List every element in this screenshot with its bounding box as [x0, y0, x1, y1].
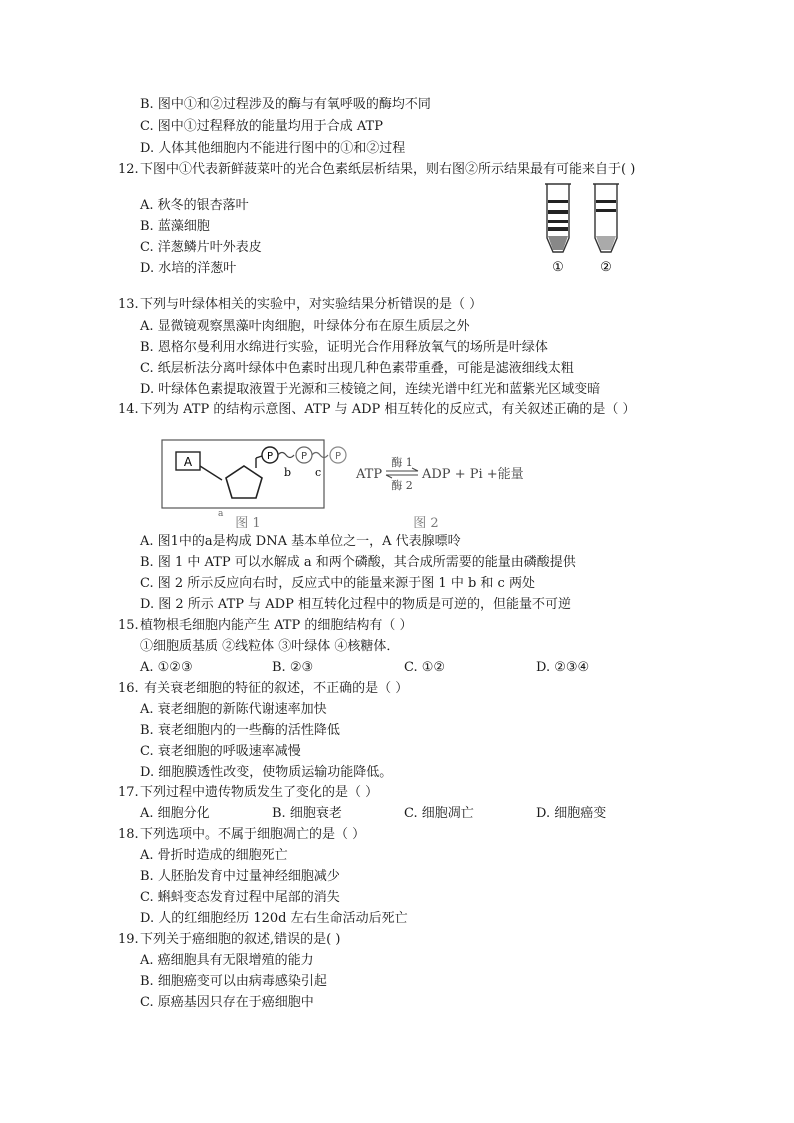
question-number: 16. [118, 681, 139, 696]
question-18-stem: 18.下列选项中。不属于细胞凋亡的是（ ） [118, 827, 366, 842]
reaction-products: ADP + Pi +能量 [422, 467, 524, 482]
figure-2-caption: 图 2 [413, 516, 439, 528]
test-tube-1 [545, 184, 571, 252]
question-19-stem: 19.下列关于癌细胞的叙述,错误的是( ) [118, 932, 341, 947]
item-line: ①细胞质基质 ②线粒体 ③叶绿体 ④核糖体． [140, 639, 400, 654]
option-line: D. 叶绿体色素提取液置于光源和三棱镜之间，连续光谱中红光和蓝紫光区域变暗 [140, 382, 601, 397]
question-16-stem: 16. 有关衰老细胞的特征的叙述，不正确的是（ ） [118, 681, 409, 696]
option-line: D. 图 2 所示 ATP 与 ADP 相互转化过程中的物质是可逆的，但能量不可逆 [140, 597, 571, 612]
option-line: C. 衰老细胞的呼吸速率减慢 [140, 744, 301, 759]
bond-c-label: c [315, 466, 322, 479]
figure-1-caption: 图 1 [235, 516, 261, 528]
option-inline: D. 细胞癌变 [536, 806, 607, 821]
svg-text:A: A [183, 455, 193, 469]
option-line: A. 显微镜观察黑藻叶肉细胞，叶绿体分布在原生质层之外 [140, 319, 470, 334]
option-inline: B. 细胞衰老 [272, 806, 342, 821]
enzyme-1-label: 酶 1 [391, 456, 413, 469]
option-inline: A. 细胞分化 [140, 806, 210, 821]
option-line: D. 水培的洋葱叶 [140, 261, 237, 276]
question-14-stem: 14.下列为 ATP 的结构示意图、ATP 与 ADP 相互转化的反应式，有关叙述正确的是（ ） [118, 402, 636, 417]
option-line: A. 骨折时造成的细胞死亡 [140, 848, 288, 863]
option-inline: C. ①② [404, 660, 446, 675]
option-inline: C. 细胞凋亡 [404, 806, 474, 821]
tube-1-label: ① [552, 260, 564, 275]
option-line: C. 纸层析法分离叶绿体中色素时出现几种色素带重叠，可能是滤液细线太粗 [140, 361, 574, 376]
svg-text:P: P [334, 451, 342, 462]
option-line: B. 细胞癌变可以由病毒感染引起 [140, 974, 327, 989]
option-line: A. 秋冬的银杏落叶 [140, 198, 249, 213]
option-line: B. 图 1 中 ATP 可以水解成 a 和两个磷酸，其合成所需要的能量由磷酸提供 [140, 555, 576, 570]
question-number: 14. [118, 402, 139, 417]
option-line: D. 人体其他细胞内不能进行图中的①和②过程 [140, 141, 406, 156]
option-line: C. 洋葱鳞片叶外表皮 [140, 240, 262, 255]
question-number: 19. [118, 932, 139, 947]
svg-text:P: P [300, 451, 308, 462]
option-line: B. 恩格尔曼利用水绵进行实验，证明光合作用释放氧气的场所是叶绿体 [140, 340, 548, 355]
question-13-stem: 13.下列与叶绿体相关的实验中，对实验结果分析错误的是（ ） [118, 297, 483, 312]
ribose-pentagon [226, 466, 262, 498]
option-line: B. 蓝藻细胞 [140, 219, 210, 234]
question-number: 12. [118, 162, 139, 177]
option-inline: A. ①②③ [140, 660, 193, 675]
option-inline: B. ②③ [272, 660, 314, 675]
option-line: C. 图 2 所示反应向右时，反应式中的能量来源于图 1 中 b 和 c 两处 [140, 576, 535, 591]
option-line: B. 衰老细胞内的一些酶的活性降低 [140, 723, 340, 738]
question-number: 15. [118, 618, 139, 633]
svg-text:P: P [266, 451, 274, 462]
option-line: C. 图中①过程释放的能量均用于合成 ATP [140, 119, 383, 134]
option-line: D. 人的红细胞经历 120d 左右生命活动后死亡 [140, 911, 408, 926]
option-line: A. 癌细胞具有无限增殖的能力 [140, 953, 314, 968]
option-line: A. 衰老细胞的新陈代谢速率加快 [140, 702, 327, 717]
option-line: D. 细胞膜透性改变，使物质运输功能降低。 [140, 765, 393, 780]
tube-2-label: ② [600, 260, 612, 275]
question-number: 17. [118, 785, 139, 800]
chromatography-figure [536, 180, 626, 278]
sugar-a-label: a [218, 509, 224, 519]
test-tube-2 [593, 184, 619, 252]
question-number: 13. [118, 297, 139, 312]
option-line: C. 蝌蚪变态发育过程中尾部的消失 [140, 890, 340, 905]
option-line: A. 图1中的a是构成 DNA 基本单位之一，A 代表腺嘌呤 [140, 534, 461, 549]
enzyme-2-label: 酶 2 [391, 479, 413, 492]
option-line: B. 图中①和②过程涉及的酶与有氧呼吸的酶均不同 [140, 97, 431, 112]
option-line: B. 人胚胎发育中过量神经细胞减少 [140, 869, 340, 884]
option-inline: D. ②③④ [536, 660, 590, 675]
atp-figure [160, 436, 620, 528]
option-line: C. 原癌基因只存在于癌细胞中 [140, 995, 314, 1010]
question-number: 18. [118, 827, 139, 842]
question-12-stem: 12.下图中①代表新鲜菠菜叶的光合色素纸层析结果，则右图②所示结果最有可能来自于( ) [118, 162, 636, 177]
bond-b-label: b [284, 466, 292, 479]
question-17-stem: 17.下列过程中遗传物质发生了变化的是（ ） [118, 785, 379, 800]
reaction-atp: ATP [356, 467, 383, 482]
question-15-stem: 15.植物根毛细胞内能产生 ATP 的细胞结构有（ ） [118, 618, 413, 633]
